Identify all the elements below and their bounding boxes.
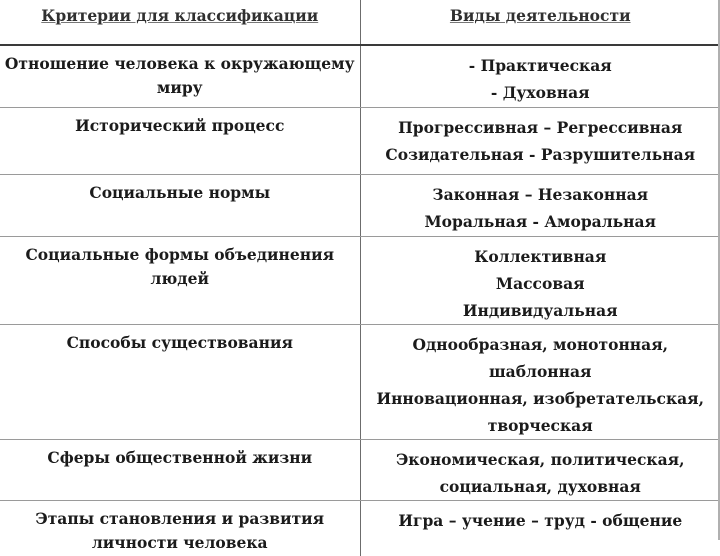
header-types: [360, 0, 720, 45]
types-cell: [360, 500, 720, 556]
criterion-cell: [0, 439, 360, 500]
types-line: Игра – учение – труд - общение: [361, 507, 720, 534]
criterion-line: Сферы общественной жизни: [0, 446, 360, 470]
criterion-line: миру: [0, 76, 360, 100]
table-row: [0, 500, 720, 556]
types-line: - Духовная: [361, 79, 720, 106]
criterion-line: Социальные нормы: [0, 181, 360, 205]
types-cell: [360, 439, 720, 500]
types-line: Прогрессивная – Регрессивная: [361, 114, 720, 141]
header-criteria-label: Критерии для классификации: [41, 6, 318, 25]
criterion-line: Этапы становления и развития: [0, 507, 360, 531]
types-line: Законная – Незаконная: [361, 181, 720, 208]
types-line: социальная, духовная: [361, 473, 720, 500]
header-criteria: [0, 0, 360, 45]
types-line: творческая: [361, 412, 720, 439]
criterion-line: Социальные формы объединения: [0, 243, 360, 267]
types-line: Коллективная: [361, 243, 720, 270]
types-line: шаблонная: [361, 358, 720, 385]
table-row: [0, 439, 720, 500]
table-row: [0, 324, 720, 439]
table-row: [0, 174, 720, 236]
criterion-cell: [0, 174, 360, 236]
criterion-line: Исторический процесс: [0, 114, 360, 138]
header-types-label: Виды деятельности: [450, 6, 631, 25]
types-line: Массовая: [361, 270, 720, 297]
types-line: Однообразная, монотонная,: [361, 331, 720, 358]
criterion-cell: [0, 107, 360, 174]
criterion-line: Способы существования: [0, 331, 360, 355]
types-cell: [360, 174, 720, 236]
criterion-line: людей: [0, 267, 360, 291]
types-line: Инновационная, изобретательская,: [361, 385, 720, 412]
criterion-cell: [0, 45, 360, 107]
types-line: Моральная - Аморальная: [361, 208, 720, 235]
criterion-cell: [0, 500, 360, 556]
table-row: [0, 236, 720, 324]
header-row: [0, 0, 720, 45]
table-row: [0, 45, 720, 107]
types-cell: [360, 45, 720, 107]
criterion-cell: [0, 324, 360, 439]
types-line: Индивидуальная: [361, 297, 720, 324]
types-cell: [360, 236, 720, 324]
criterion-line: Отношение человека к окружающему: [0, 52, 360, 76]
criterion-cell: [0, 236, 360, 324]
table-row: [0, 107, 720, 174]
types-line: Созидательная - Разрушительная: [361, 141, 720, 168]
types-line: Экономическая, политическая,: [361, 446, 720, 473]
types-cell: [360, 107, 720, 174]
types-cell: [360, 324, 720, 439]
criterion-line: личности человека: [0, 531, 360, 555]
types-line: - Практическая: [361, 52, 720, 79]
